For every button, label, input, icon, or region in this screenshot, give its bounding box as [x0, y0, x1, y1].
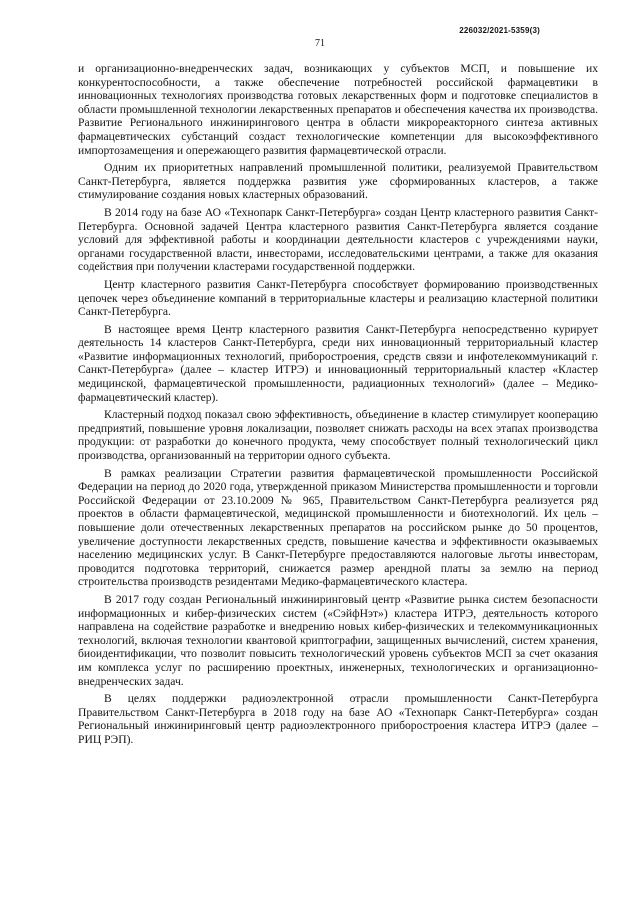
page-number: 71 [315, 38, 325, 49]
paragraph: и организационно-внедренческих задач, возникающих у субъектов МСП, и повышение их конкурентоспособности, а также обеспечение потребностей российской фармацевтики в инновационных технологиях производства готовых лекарственных форм и подготовке специалистов в области промышленной технологии лекарственных препаратов и обеспечения качества их производства. Развитие Регионального инжинирингового центра в области микрореакторного синтеза активных фармацевтических субстанций создаст технологические компетенции для высокоэффективного импортозамещения и опережающего развития фармацевтической отрасли. [78, 62, 598, 157]
paragraph: Одним их приоритетных направлений промышленной политики, реализуемой Правительством Санкт-Петербурга, является поддержка развития уже сформированных кластеров, а также стимулирование создания новых кластерных образований. [78, 161, 598, 202]
paragraph: Центр кластерного развития Санкт-Петербурга способствует формированию производственных цепочек через объединение компаний в территориальные кластеры и реализацию кластерной политики Санкт-Петербурга. [78, 277, 598, 319]
document-body [78, 62, 598, 751]
document-id: 226032/2021-5359(3) [459, 26, 540, 35]
paragraph: В 2014 году на базе АО «Технопарк Санкт-Петербурга» создан Центр кластерного развития Санкт-Петербурга. Основной задачей Центра кластерного развития Санкт-Петербурга является создание условий для эффективной работы и координации деятельности кластеров с учреждениями науки, органами государственной власти, инвесторами, исследовательскими центрами, а также для оказания содействия при получении кластерами государственной поддержки. [78, 205, 598, 274]
paragraph: В рамках реализации Стратегии развития фармацевтической промышленности Российской Федерации на период до 2020 года, утвержденной приказом Министерства промышленности и торговли Российской Федерации от 23.10.2009 № 965, Правительством Санкт-Петербурга реализуется ряд проектов в области фармацевтической, медицинской промышленности и биотехнологий. Их цель – повышение доли отечественных лекарственных препаратов на российском рынке до 50 процентов, увеличение доступности лекарственных средств, повышение качества и эффективности оказываемых населению медицинских услуг. В Санкт-Петербурге предоставляются налоговые льготы инвесторам, проводится подготовка территорий, снижается размер арендной платы за землю на период строительства производств резидентами Медико-фармацевтического кластера. [78, 466, 598, 589]
paragraph: В целях поддержки радиоэлектронной отрасли промышленности Санкт-Петербурга Правительством Санкт-Петербурга в 2018 году на базе АО «Технопарк Санкт-Петербурга» создан Региональный инжиниринговый центр радиоэлектронного приборостроения кластера ИТРЭ (далее – РИЦ РЭП). [78, 692, 598, 746]
paragraph: Кластерный подход показал свою эффективность, объединение в кластер стимулирует кооперацию предприятий, повышение уровня локализации, позволяет снижать расходы на всех этапах производства продукции: от разработки до конечного продукта, чему способствует полный технологический цикл производства, организованный на территории одного субъекта. [78, 408, 598, 463]
paragraph: В 2017 году создан Региональный инжиниринговый центр «Развитие рынка систем безопасности информационных и кибер-физических систем («СэйфНэт») кластера ИТРЭ, деятельность которого направлена на содействие разработке и внедрению новых кибер-физических и телекоммуникационных технологий, включая технологии квантовой криптографии, защищенных вычислений, систем хранения, биоидентификации, что позволит повысить технологический уровень субъектов МСП за счет оказания им комплекса услуг по расширению проектных, инженерных, технологических и организационно-внедренческих задач. [78, 592, 598, 688]
paragraph: В настоящее время Центр кластерного развития Санкт-Петербурга непосредственно курирует деятельность 14 кластеров Санкт-Петербурга, среди них инновационный территориальный кластер «Развитие информационных технологий, приборостроения, средств связи и инфотелекоммуникаций г. Санкт-Петербурга» (далее – кластер ИТРЭ) и инновационный территориальный кластер «Кластер медицинской, фармацевтической промышленности, радиационных технологий» (далее – Медико-фармацевтический кластер). [78, 322, 598, 404]
